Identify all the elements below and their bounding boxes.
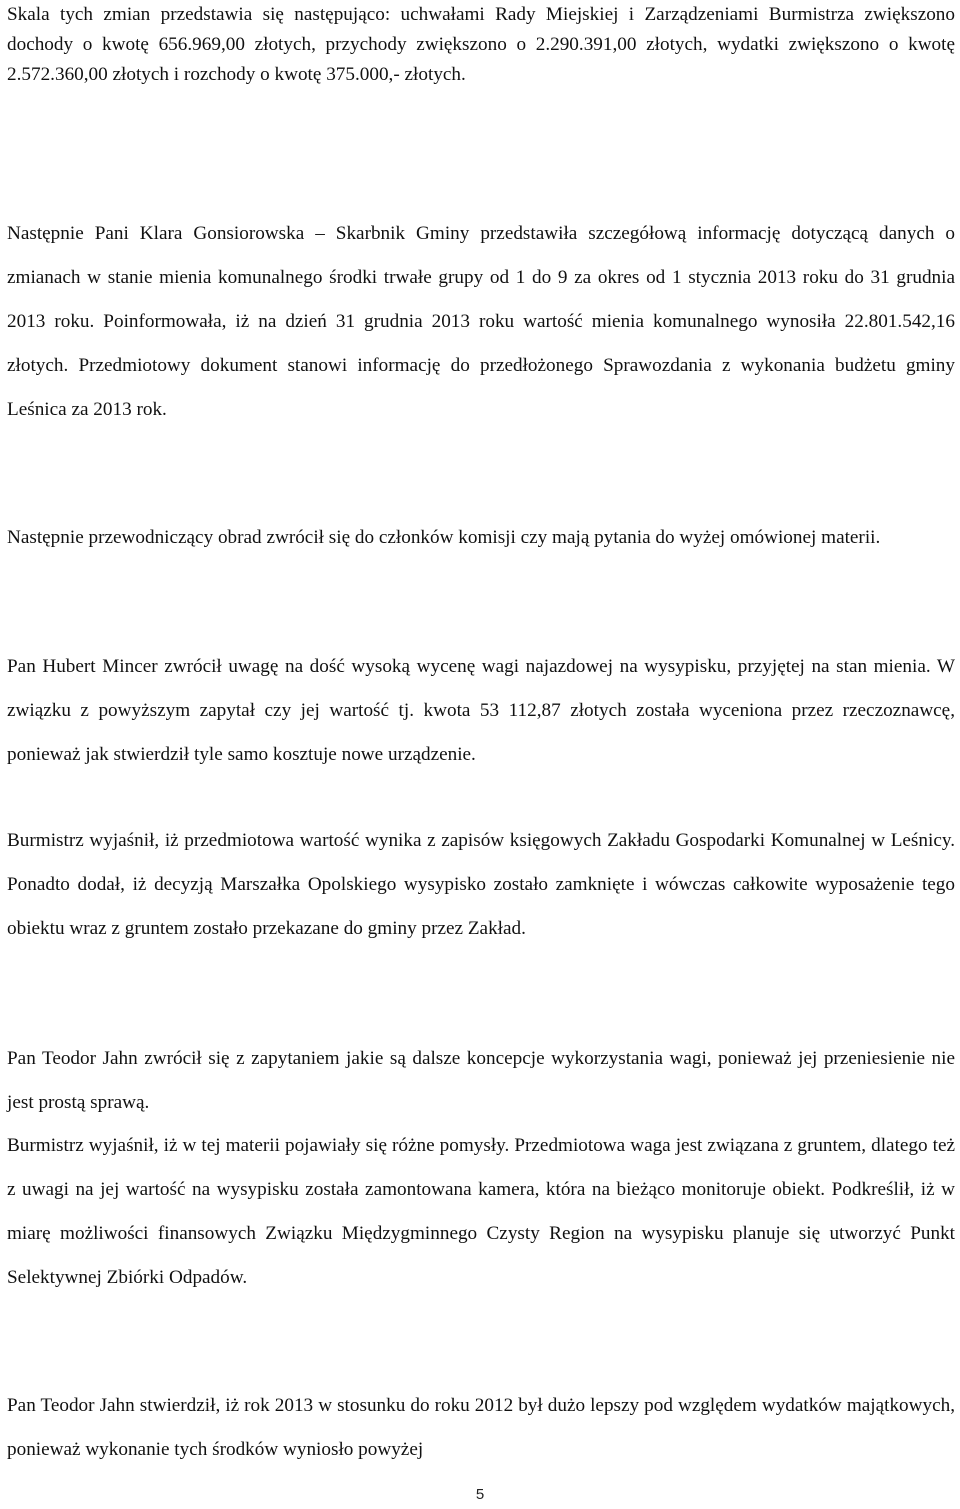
paragraph-treasurer-report: Następnie Pani Klara Gonsiorowska – Skarbnik Gminy przedstawiła szczegółową informację dotyczącą danych o zmianach w stanie mienia komunalnego środki trwałe grupy od 1 do 9 za okres od 1 stycznia 2013 roku do 31 grudnia 2013 roku. Poinformowała, iż na dzień 31 grudnia 2013 roku wartość mienia komunalnego wynosiła 22.801.542,16 złotych. Przedmiotowy dokument stanowi informację do przedłożonego Sprawozdania z wykonania budżetu gminy Leśnica za 2013 rok. xyxy=(7,223,955,420)
paragraph-jahn-statement: Pan Teodor Jahn stwierdził, iż rok 2013 w stosunku do roku 2012 był dużo lepszy pod względem wydatków majątkowych, ponieważ wykonanie tych środków wyniosło powyżej xyxy=(7,1395,955,1460)
paragraph-mincer-question: Pan Hubert Mincer zwrócił uwagę na dość wysoką wycenę wagi najazdowej na wysypisku, przyjętej na stan mienia. W związku z powyższym zapytał czy jej wartość tj. kwota 53 112,87 złotych została wyceniona przez rzeczoznawcę, ponieważ jak stwierdził tyle samo kosztuje nowe urządzenie. xyxy=(7,656,955,765)
paragraph-jahn-question: Pan Teodor Jahn zwrócił się z zapytaniem jakie są dalsze koncepcje wykorzystania wagi, ponieważ jej przeniesienie nie jest prostą sprawą. xyxy=(7,1048,955,1113)
paragraph-mayor-answer: Burmistrz wyjaśnił, iż w tej materii pojawiały się różne pomysły. Przedmiotowa waga jest związana z gruntem, dlatego też z uwagi na jej wartość na wysypisku została zamontowana kamera, która na bieżąco monitoruje obiekt. Podkreślił, iż w miarę możliwości finansowych Związku Międzygminnego Czysty Region na wysypisku planuje się utworzyć Punkt Selektywnej Zbiórki Odpadów. xyxy=(7,1135,955,1288)
page-number: 5 xyxy=(475,1486,485,1503)
paragraph-chair-question: Następnie przewodniczący obrad zwrócił się do członków komisji czy mają pytania do wyżej omówionej materii. xyxy=(7,527,881,548)
paragraph-mayor-explanation: Burmistrz wyjaśnił, iż przedmiotowa wartość wynika z zapisów księgowych Zakładu Gospodarki Komunalnej w Leśnicy. Ponadto dodał, iż decyzją Marszałka Opolskiego wysypisko zostało zamknięte i wówczas całkowite wyposażenie tego obiektu wraz z gruntem zostało przekazane do gminy przez Zakład. xyxy=(7,830,955,939)
paragraph-budget-changes: Skala tych zmian przedstawia się następująco: uchwałami Rady Miejskiej i Zarządzeniami Burmistrza zwiększono dochody o kwotę 656.969,00 złotych, przychody zwiększono o 2.290.391,00 złotych, wydatki zwiększono o kwotę 2.572.360,00 złotych i rozchody o kwotę 375.000,- złotych. xyxy=(7,4,955,85)
